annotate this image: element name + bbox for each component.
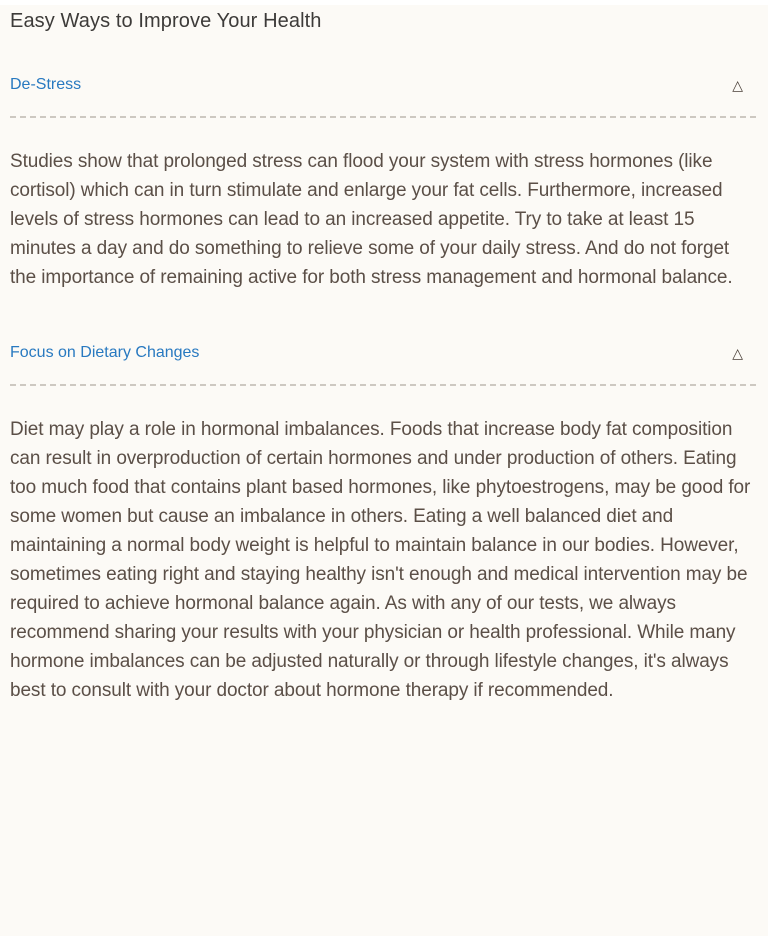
page-title: Easy Ways to Improve Your Health [10, 10, 322, 32]
section-body-dietary-changes: Diet may play a role in hormonal imbalances. Foods that increase body fat composition can result in overproduction of certain hormones and under production of others. Eating too much food that contains plant based hormones, like phytoestrogens, may be good for some women but cause an imbalance in others. Eating a well balanced diet and maintaining a normal body weight is helpful to maintain balance in our bodies. However, sometimes eating right and staying healthy isn't enough and medical intervention may be required to achieve hormonal balance again. As with any of our tests, we always recommend sharing your results with your physician or health professional. While many hormone imbalances can be adjusted naturally or through lifestyle changes, it's always best to consult with your doctor about hormone therapy if recommended. [10, 419, 751, 701]
section-body-de-stress: Studies show that prolonged stress can flood your system with stress hormones (like cortisol) which can in turn stimulate and enlarge your fat cells. Furthermore, increased levels of stress hormones can lead to an increased appetite. Try to take at least 15 minutes a day and do something to relieve some of your daily stress. And do not forget the importance of remaining active for both stress management and hormonal balance. [10, 151, 733, 288]
triangle-up-icon[interactable]: △ [732, 345, 743, 361]
triangle-up-icon[interactable]: △ [732, 77, 743, 93]
top-strip [0, 0, 768, 5]
accordion-header-dietary-changes[interactable] [10, 344, 756, 386]
accordion-title[interactable]: De-Stress [10, 76, 82, 93]
accordion-title[interactable]: Focus on Dietary Changes [10, 344, 200, 361]
accordion-section-de-stress [10, 76, 756, 292]
accordion-header-de-stress[interactable] [10, 76, 756, 118]
content-area [0, 9, 768, 705]
accordion-section-dietary-changes [10, 344, 756, 705]
